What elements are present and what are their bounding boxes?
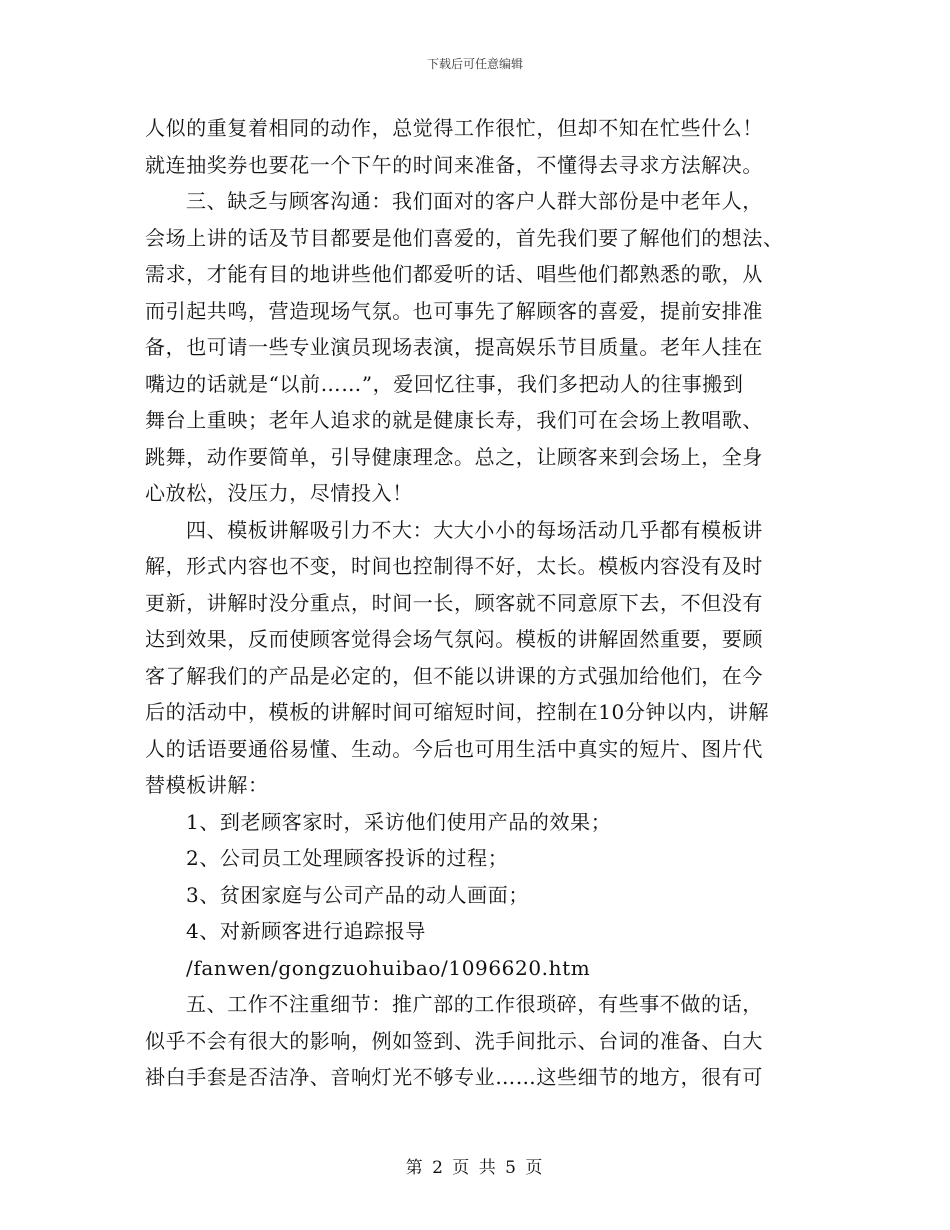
text-line: 人的话语要通俗易懂、生动。今后也可用生活中真实的短片、图片代	[145, 736, 763, 761]
text-line: 似乎不会有很大的影响，例如签到、洗手间批示、台词的准备、白大	[145, 1028, 763, 1053]
text-line: 五、工作不注重细节：推广部的工作很琐碎，有些事不做的话，	[186, 992, 763, 1016]
text-line: 客了解我们的产品是必定的，但不能以讲课的方式强加给他们，在今	[145, 663, 763, 688]
page-number: 第 2 页 共 5 页	[405, 1158, 545, 1178]
text-line: 跳舞，动作要简单，引导健康理念。总之，让顾客来到会场上，全身	[145, 444, 763, 469]
url-text: /fanwen/gongzuohuibao/1096620.htm	[186, 955, 591, 980]
text-line: 嘴边的话就是“以前……”，爱回忆往事，我们多把动人的往事搬到	[145, 371, 744, 396]
document-body	[145, 110, 810, 1096]
text-line: 会场上讲的话及节目都要是他们喜爱的，首先我们要了解他们的想法、	[145, 225, 784, 250]
text-line: 而引起共鸣，营造现场气氛。也可事先了解顾客的喜爱，提前安排准	[145, 298, 763, 323]
text-line: 解，形式内容也不变，时间也控制得不好，太长。模板内容没有及时	[145, 554, 763, 578]
text-line: 褂白手套是否洁净、音响灯光不够专业……这些细节的地方，很有可	[145, 1065, 763, 1089]
text-line: 替模板讲解：	[145, 773, 269, 797]
text-line: 舞台上重映；老年人追求的就是健康长寿，我们可在会场上教唱歌、	[145, 408, 763, 432]
text-line: 后的活动中，模板的讲解时间可缩短时间，控制在10分钟以内，讲解	[145, 700, 770, 724]
text-line: 三、缺乏与顾客沟通：我们面对的客户人群大部份是中老年人，	[186, 189, 763, 213]
header-note: 下载后可任意编辑	[426, 57, 523, 71]
text-line: 就连抽奖券也要花一个下午的时间来准备，不懂得去寻求方法解决。	[145, 152, 763, 177]
text-line: 需求，才能有目的地讲些他们都爱听的话、唱些他们都熟悉的歌，从	[145, 262, 763, 286]
list-item: 3、贫困家庭与公司产品的动人画面；	[186, 882, 529, 907]
text-line: 心放松，没压力，尽情投入！	[145, 481, 413, 505]
text-line: 人似的重复着相同的动作，总觉得工作很忙，但却不知在忙些什么！	[145, 116, 763, 140]
text-line: 备，也可请一些专业演员现场表演，提高娱乐节目质量。老年人挂在	[145, 335, 763, 359]
text-line: 更新，讲解时没分重点，时间一长，顾客就不同意原下去，不但没有	[145, 590, 763, 615]
list-item: 4、对新顾客进行追踪报导	[186, 919, 426, 943]
list-item: 2、公司员工处理顾客投诉的过程；	[186, 846, 509, 870]
text-line: 达到效果，反而使顾客觉得会场气氛闷。模板的讲解固然重要，要顾	[145, 627, 763, 651]
list-item: 1、到老顾客家时，采访他们使用产品的效果；	[186, 809, 612, 834]
text-line: 四、模板讲解吸引力不大：大大小小的每场活动几乎都有模板讲	[186, 517, 763, 542]
